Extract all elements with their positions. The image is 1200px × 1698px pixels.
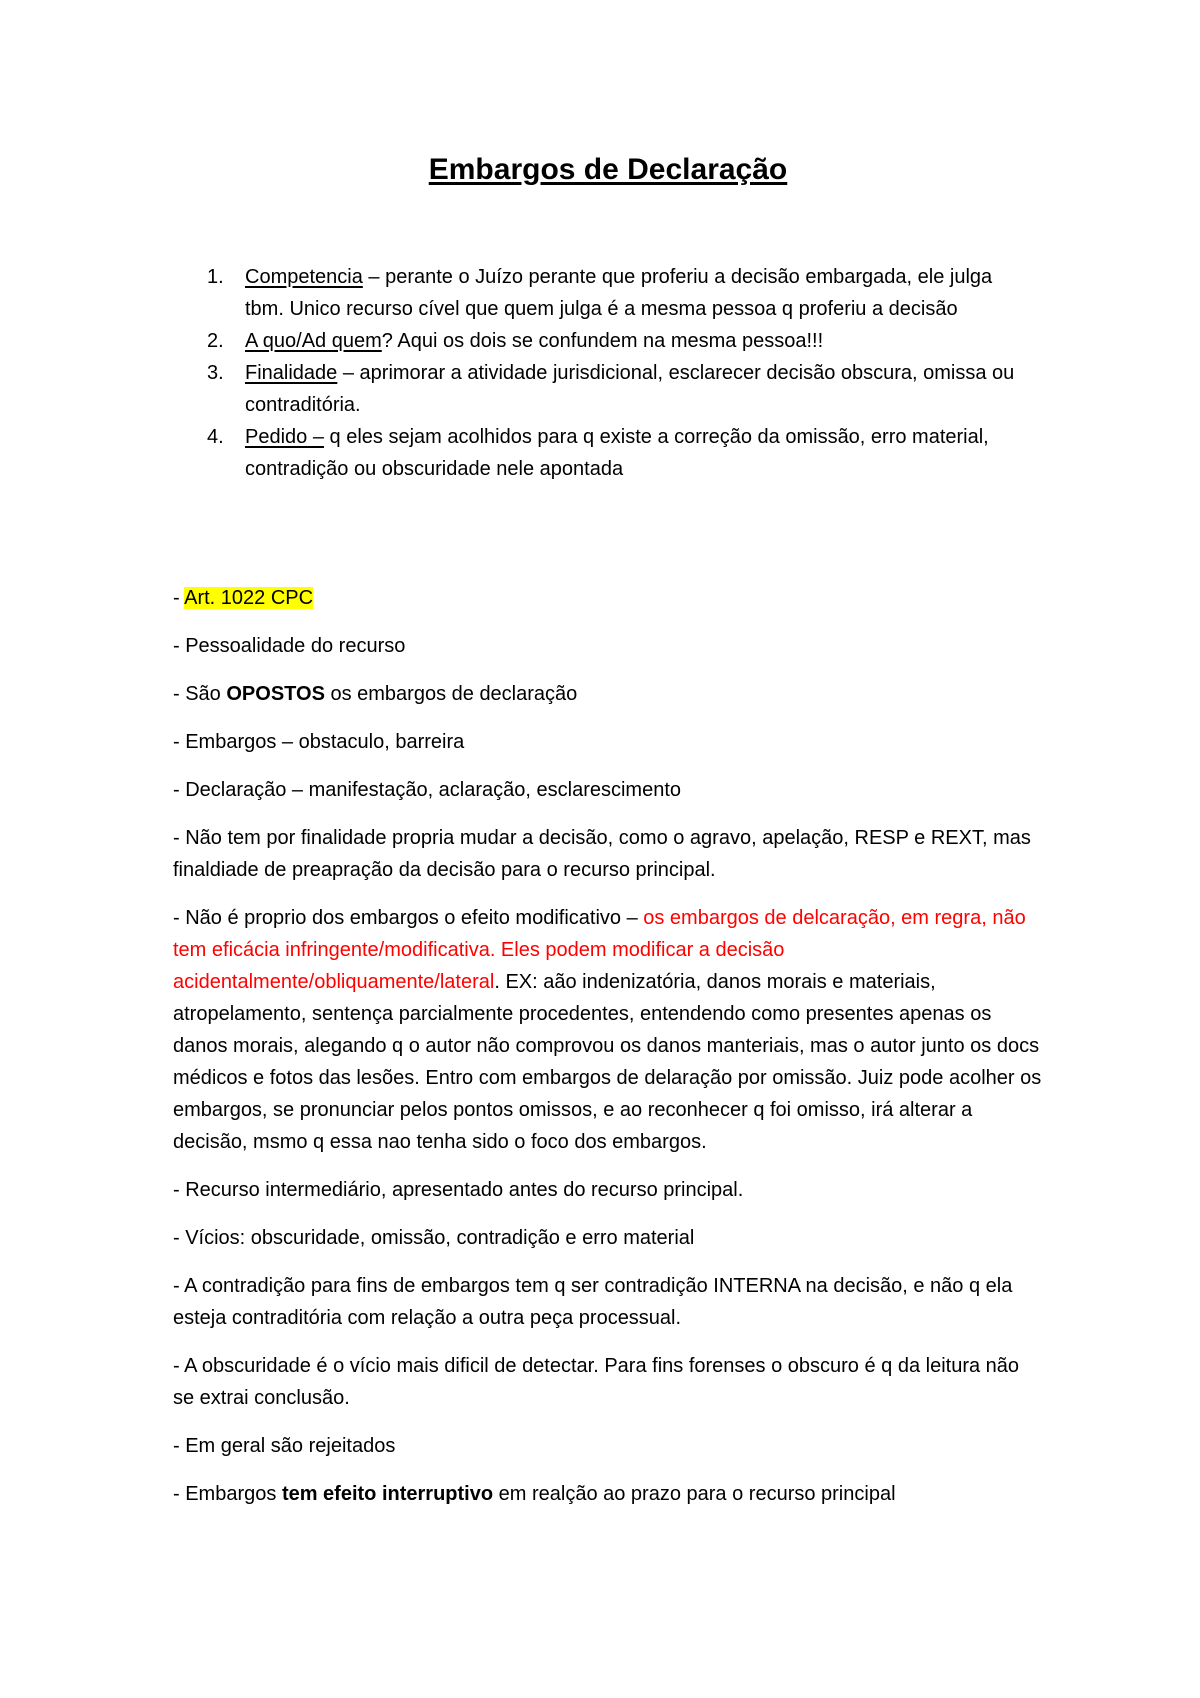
list-item-term: A quo/Ad quem — [245, 330, 382, 352]
note-text: os embargos de declaração — [324, 683, 578, 705]
list-item-finalidade — [173, 357, 1033, 421]
list-item-text: – aprimorar a atividade jurisdicional, esclarecer decisão obscura, omissa ou contraditória. — [245, 362, 1015, 416]
note-finalidade: - Não tem por finalidade propria mudar a decisão, como o agravo, apelação, RESP e REXT, mas finaldiade de preapração da decisão para o recurso principal. — [173, 827, 1031, 881]
list-item-a-quo — [173, 325, 1033, 357]
list-item-term: Pedido – — [245, 426, 324, 448]
note-contradicao: - A contradição para fins de embargos tem q ser contradição INTERNA na decisão, e não q ela esteja contraditória com relação a outra peça processual. — [173, 1275, 1013, 1329]
list-item-text: ? Aqui os dois se confundem na mesma pessoa!!! — [381, 330, 824, 352]
note-pessoalidade: - Pessoalidade do recurso — [173, 635, 406, 657]
list-number: 3. — [207, 362, 224, 384]
list-item-text: – perante o Juízo perante que proferiu a decisão embargada, ele julga tbm. Unico recurso cível que quem julga é a mesma pessoa q proferiu a decisão — [245, 266, 993, 320]
note-declaracao-definition: - Declaração – manifestação, aclaração, esclarescimento — [173, 779, 682, 801]
note-efeito-modificativo — [173, 902, 1043, 1158]
note-rejeitados: - Em geral são rejeitados — [173, 1435, 396, 1457]
note-embargos-definition: - Embargos – obstaculo, barreira — [173, 731, 465, 753]
document-page — [173, 0, 1043, 1698]
list-number: 4. — [207, 426, 224, 448]
list-item-pedido — [173, 421, 1033, 485]
highlighted-article: Art. 1022 CPC — [184, 587, 314, 609]
note-text: - Não é proprio dos embargos o efeito modificativo – — [173, 907, 644, 929]
note-intermediario: - Recurso intermediário, apresentado antes do recurso principal. — [173, 1179, 744, 1201]
note-bold: OPOSTOS — [226, 683, 325, 705]
list-item-competencia — [173, 261, 1033, 325]
numbered-list — [173, 261, 1033, 485]
page-title: Embargos de Declaração — [428, 153, 788, 186]
list-item-term: Finalidade — [245, 362, 338, 384]
list-number: 2. — [207, 330, 224, 352]
note-interruptivo — [173, 1478, 1043, 1510]
list-item-term: Competencia — [245, 266, 363, 288]
note-bold: tem efeito interruptivo — [281, 1483, 494, 1505]
note-text: . EX: aão indenizatória, danos morais e materiais, atropelamento, sentença parcialmente procedentes, entendendo como presentes apenas os danos morais, alegando q o autor não comprovou os danos manteriais, mas o autor junto os docs médicos e fotos das lesões. Entro com embargos de delaração por omissão. Juiz pode acolher os embargos, se pronunciar pelos pontos omissos, e ao reconhecer q foi omisso, irá alterar a decisão, msmo q essa nao tenha sido o foco dos embargos. — [173, 971, 1042, 1153]
list-number: 1. — [207, 266, 224, 288]
note-prefix: - — [173, 587, 185, 609]
list-item-text: q eles sejam acolhidos para q existe a correção da omissão, erro material, contradição ou obscuridade nele apontada — [245, 426, 989, 480]
note-obscuridade: - A obscuridade é o vício mais dificil de detectar. Para fins forenses o obscuro é q da leitura não se extrai conclusão. — [173, 1355, 1020, 1409]
note-text: em realção ao prazo para o recurso principal — [493, 1483, 896, 1505]
note-opostos — [173, 678, 1043, 710]
notes-section — [173, 582, 1043, 1526]
note-vicios: - Vícios: obscuridade, omissão, contradição e erro material — [173, 1227, 695, 1249]
note-text: - Embargos — [173, 1483, 282, 1505]
note-red-emphasis: os embargos de delcaração, em regra, não tem eficácia infringente/modificativa. Eles podem modificar a decisão acidentalmente/obliquamente/lateral — [173, 907, 1026, 993]
note-text: - São — [173, 683, 227, 705]
note-art — [173, 582, 1043, 614]
